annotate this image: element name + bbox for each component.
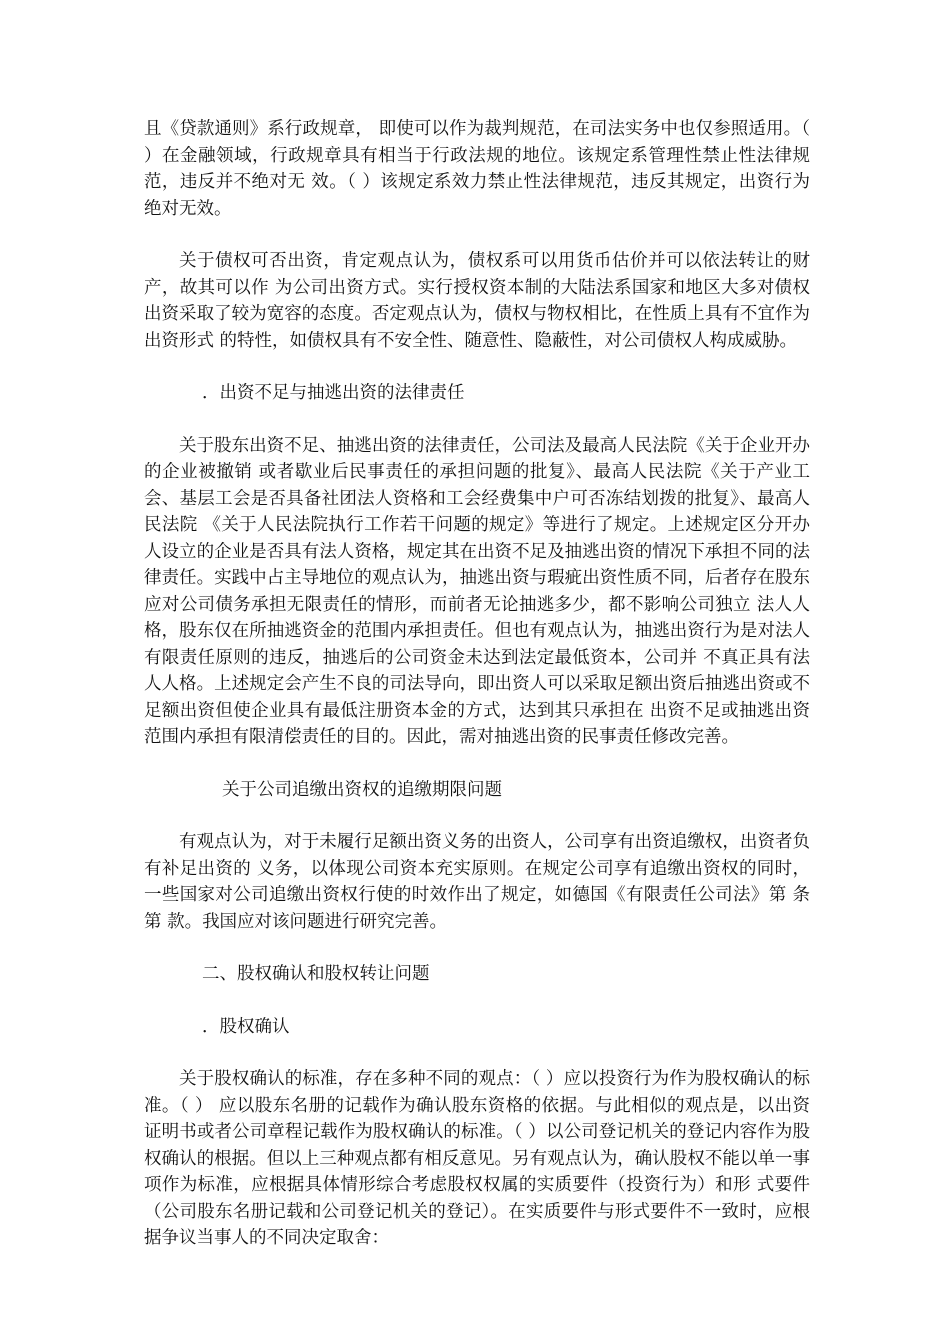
paragraph-gap bbox=[144, 222, 810, 248]
paragraph-liability: 关于股东出资不足、抽逃出资的法律责任，公司法及最高人民法院《关于企业开办的企业被撤销 或者歇业后民事责任的承担问题的批复》、最高人民法院《关于产业工会、基层工会是否具备社团法人资格和工会经费集中户可否冻结划拨的批复》、最高人民法院 《关于人民法院执行工作若干问题的规定》等进行了规定。上述规定区分开办人设立的企业是否具有法人资格，规定其在出资不足及抽逃出资的情况下承担不同的法 律责任。实践中占主导地位的观点认为，抽逃出资与瑕疵出资性质不同，后者存在股东应对公司债务承担无限责任的情形，而前者无论抽逃多少，都不影响公司独立 法人人格，股东仅在所抽逃资金的范围内承担责任。但也有观点认为，抽逃出资行为是对法人有限责任原则的违反，抽逃后的公司资金未达到法定最低资本，公司并 不真正具有法人人格。上述规定会产生不良的司法导向，即出资人可以采取足额出资后抽逃出资或不足额出资但使企业具有最低注册资本金的方式，达到其只承担在 出资不足或抽逃出资范围内承担有限清偿责任的目的。因此，需对抽逃出资的民事责任修改完善。 bbox=[144, 435, 810, 747]
paragraph-gap bbox=[144, 1040, 810, 1066]
heading-recovery-period: 关于公司追缴出资权的追缴期限问题 bbox=[222, 779, 502, 800]
paragraph-gap bbox=[144, 935, 810, 961]
heading-insufficient-contribution: ．出资不足与抽逃出资的法律责任 bbox=[202, 383, 465, 403]
paragraph-gap bbox=[144, 803, 810, 829]
heading-equity-section: 二、股权确认和股权转让问题 bbox=[202, 964, 430, 984]
paragraph-gap bbox=[144, 751, 810, 777]
paragraph-equity-standard: 关于股权确认的标准，存在多种不同的观点：（ ）应以投资行为作为股权确认的标准。（ ） 应以股东名册的记载作为确认股东资格的依据。与此相似的观点是，以出资证明书或者公司章程记载作为股权确认的标准。（ ）以公司登记机关的登记内容作为股 权确认的根据。但以上三种观点都有相反意见。另有观点认为，确认股权不能以单一事项作为标准，应根据具体情形综合考虑股权权属的实质要件（投资行为）和形 式要件（公司股东名册记载和公司登记机关的登记）。在实质要件与形式要件不一致时，应根据争议当事人的不同决定取舍： bbox=[144, 1069, 810, 1248]
paragraph-gap bbox=[144, 354, 810, 380]
paragraph-recovery-right: 有观点认为，对于未履行足额出资义务的出资人，公司享有出资追缴权，出资者负有补足出资的 义务，以体现公司资本充实原则。在规定公司享有追缴出资权的同时，一些国家对公司追缴出资权行使的时效作出了规定，如德国《有限责任公司法》第 条第 款。我国应对该问题进行研究完善。 bbox=[144, 832, 810, 932]
document-body bbox=[144, 116, 810, 1252]
paragraph-gap bbox=[144, 407, 810, 433]
paragraph-loan-rules: 且《贷款通则》系行政规章， 即使可以作为裁判规范，在司法实务中也仅参照适用。（ ）在金融领域，行政规章具有相当于行政法规的地位。该规定系管理性禁止性法律规范，违反并不绝对无 效。（ ）该规定系效力禁止性法律规范，违反其规定，出资行为绝对无效。 bbox=[144, 119, 810, 219]
paragraph-debt-contribution: 关于债权可否出资，肯定观点认为，债权系可以用货币估价并可以依法转让的财产，故其可以作 为公司出资方式。实行授权资本制的大陆法系国家和地区大多对债权出资采取了较为宽容的态度。否定观点认为，债权与物权相比，在性质上具有不宜作为出资形式 的特性，如债权具有不安全性、随意性、隐蔽性，对公司债权人构成威胁。 bbox=[144, 251, 810, 351]
heading-equity-confirmation: ．股权确认 bbox=[202, 1016, 290, 1037]
paragraph-gap bbox=[144, 988, 810, 1014]
